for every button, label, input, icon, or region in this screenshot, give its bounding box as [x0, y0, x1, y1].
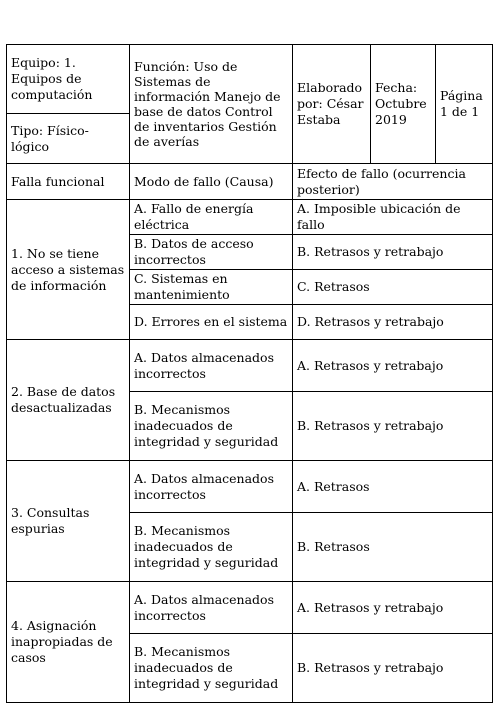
efecto-cell: B. Retrasos	[293, 513, 493, 582]
efecto-cell: C. Retrasos	[293, 270, 493, 305]
fmea-sheet	[6, 44, 493, 703]
col-header-modo: Modo de fallo (Causa)	[130, 164, 293, 200]
table-row	[7, 461, 493, 513]
modo-cell: B. Mecanismos inadecuados de integridad y seguridad	[130, 513, 293, 582]
modo-cell: A. Datos almacenados incorrectos	[130, 461, 293, 513]
falla-cell: 1. No se tiene acceso a sistemas de información	[7, 200, 130, 340]
tipo-cell: Tipo: Físico-lógico	[7, 114, 130, 164]
falla-cell: 4. Asignación inapropiadas de casos	[7, 582, 130, 703]
modo-cell: A. Fallo de energía eléctrica	[130, 200, 293, 235]
modo-cell: C. Sistemas en mantenimiento	[130, 270, 293, 305]
falla-cell: 3. Consultas espurias	[7, 461, 130, 582]
modo-cell: A. Datos almacenados incorrectos	[130, 582, 293, 634]
efecto-cell: A. Retrasos y retrabajo	[293, 340, 493, 392]
modo-cell: B. Datos de acceso incorrectos	[130, 235, 293, 270]
col-header-efecto: Efecto de fallo (ocurrencia posterior)	[293, 164, 493, 200]
funcion-cell: Función: Uso de Sistemas de información Manejo de base de datos Control de inventarios Gestión de averías	[130, 45, 293, 164]
modo-cell: A. Datos almacenados incorrectos	[130, 340, 293, 392]
efecto-cell: A. Retrasos y retrabajo	[293, 582, 493, 634]
efecto-cell: D. Retrasos y retrabajo	[293, 305, 493, 340]
table-row	[7, 340, 493, 392]
table-row	[7, 200, 493, 235]
col-header-falla: Falla funcional	[7, 164, 130, 200]
efecto-cell: A. Retrasos	[293, 461, 493, 513]
efecto-cell: B. Retrasos y retrabajo	[293, 235, 493, 270]
fmea-table	[6, 44, 493, 703]
modo-cell: B. Mecanismos inadecuados de integridad y seguridad	[130, 634, 293, 703]
efecto-cell: B. Retrasos y retrabajo	[293, 392, 493, 461]
pagina-cell: Página 1 de 1	[436, 45, 493, 164]
modo-cell: D. Errores en el sistema	[130, 305, 293, 340]
modo-cell: B. Mecanismos inadecuados de integridad y seguridad	[130, 392, 293, 461]
equipo-cell: Equipo: 1. Equipos de computación	[7, 45, 130, 114]
fecha-cell: Fecha: Octubre 2019	[371, 45, 436, 164]
elaborado-cell: Elaborado por: César Estaba	[293, 45, 371, 164]
table-row	[7, 582, 493, 634]
efecto-cell: B. Retrasos y retrabajo	[293, 634, 493, 703]
falla-cell: 2. Base de datos desactualizadas	[7, 340, 130, 461]
efecto-cell: A. Imposible ubicación de fallo	[293, 200, 493, 235]
